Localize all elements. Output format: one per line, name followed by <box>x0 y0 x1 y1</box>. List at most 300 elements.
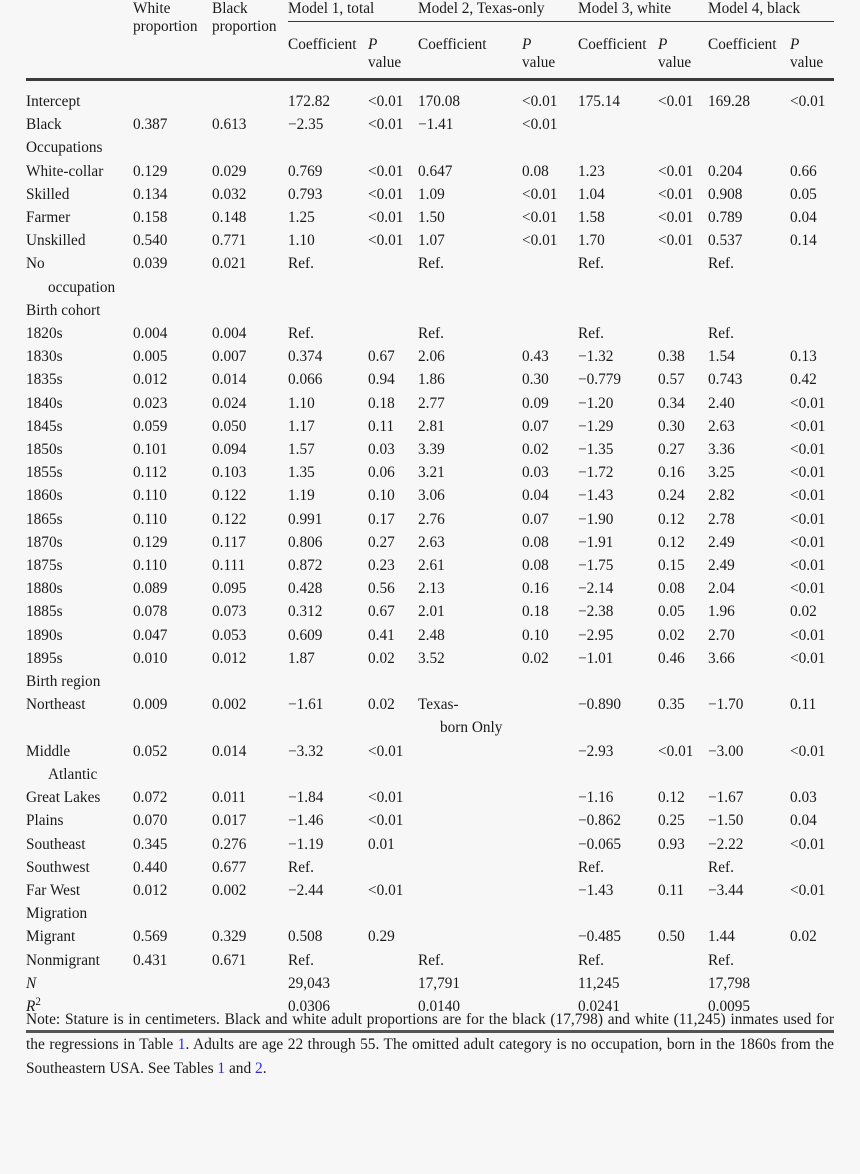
row-label-text: Skilled <box>26 185 70 203</box>
table-row <box>26 856 834 879</box>
row-label <box>26 438 133 461</box>
cell-model2-pvalue <box>522 624 578 647</box>
header-m1-value: value <box>368 54 402 71</box>
cell-model3-coefficient <box>578 925 658 948</box>
cell-value: 3.25 <box>708 464 735 482</box>
cell-value: 2.63 <box>708 417 735 435</box>
cell-white-proportion <box>133 415 212 438</box>
cell-value: −0.890 <box>578 696 622 714</box>
cell-value: 0.789 <box>708 209 743 227</box>
cell-model2-pvalue <box>522 600 578 623</box>
cell-value: 0.053 <box>212 626 247 644</box>
cell-model2-coefficient <box>418 461 522 484</box>
row-label <box>26 206 133 229</box>
cell-value: −1.19 <box>288 835 324 853</box>
cell-value: <0.01 <box>658 742 694 760</box>
cell-model4-coefficient <box>708 461 790 484</box>
cell-model4-coefficient <box>708 252 790 298</box>
cell-value: −1.91 <box>578 533 614 551</box>
cell-value: 0.05 <box>658 603 685 621</box>
header-rule-model-2 <box>418 21 578 22</box>
header-m1-pvalue <box>368 36 418 72</box>
cell-value: <0.01 <box>522 116 558 134</box>
cell-value: 0.769 <box>288 162 323 180</box>
cell-value: <0.01 <box>790 93 826 110</box>
cell-value: 0.743 <box>708 371 743 389</box>
cell-black-proportion <box>212 368 288 391</box>
cell-value: 0.12 <box>658 510 685 528</box>
header-m3-coefficient: Coefficient <box>578 36 647 53</box>
cell-value: 0.112 <box>133 464 167 482</box>
cell-black-proportion <box>212 531 288 554</box>
cell-model2-pvalue <box>522 206 578 229</box>
cell-value: 2.82 <box>708 487 735 505</box>
cell-value: −2.35 <box>288 116 324 134</box>
cell-model2-coefficient <box>418 508 522 531</box>
note-text-part-2: . Adults are age 22 through 55. The omitted adult category is no occupation, born in the 1860s from the Southeastern USA. See Tables <box>26 1035 834 1077</box>
cell-value: 0.771 <box>212 232 247 250</box>
cell-value: <0.01 <box>790 835 826 853</box>
cell-model4-pvalue <box>790 949 834 972</box>
cell-model1-coefficient <box>288 229 368 252</box>
cell-value: Ref. <box>288 255 314 273</box>
header-row-subcolumns <box>26 36 834 72</box>
cell-white-proportion <box>133 600 212 623</box>
cell-model4-pvalue <box>790 879 834 902</box>
cell-model2-coefficient <box>418 229 522 252</box>
cell-value: 1.50 <box>418 209 445 227</box>
cell-model3-pvalue <box>658 531 708 554</box>
table-row <box>26 786 834 809</box>
cell-value: Ref. <box>578 951 604 969</box>
cell-model2-coefficient <box>418 809 522 832</box>
cell-white-proportion <box>133 392 212 415</box>
cell-model1-coefficient <box>288 392 368 415</box>
cell-model2-coefficient <box>418 786 522 809</box>
cell-value: 0.05 <box>790 185 817 203</box>
cell-white-proportion <box>133 160 212 183</box>
cell-white-proportion <box>133 438 212 461</box>
cell-model2-coefficient <box>418 415 522 438</box>
cell-model3-pvalue <box>658 113 708 136</box>
cell-value: <0.01 <box>790 510 826 528</box>
cell-white-proportion <box>133 856 212 879</box>
cell-model2-coefficient <box>418 322 522 345</box>
cell-model4-coefficient <box>708 113 790 136</box>
row-label <box>26 299 133 322</box>
cell-model3-pvalue <box>658 577 708 600</box>
cell-model1-coefficient <box>288 925 368 948</box>
cell-model3-pvalue <box>658 693 708 739</box>
cell-model3-coefficient <box>578 879 658 902</box>
cell-model1-pvalue <box>368 786 418 809</box>
cell-model4-coefficient <box>708 902 790 925</box>
cell-value: 0.122 <box>212 487 247 505</box>
row-label <box>26 531 133 554</box>
cell-model4-coefficient <box>708 136 790 159</box>
cell-model4-coefficient <box>708 438 790 461</box>
cell-value: <0.01 <box>368 116 404 134</box>
cell-value: 0.012 <box>133 371 168 389</box>
table-row <box>26 484 834 507</box>
cell-model3-pvalue <box>658 229 708 252</box>
cell-value: 0.024 <box>212 394 247 412</box>
cell-model1-pvalue <box>368 902 418 925</box>
cell-model4-coefficient <box>708 206 790 229</box>
cell-model1-pvalue <box>368 183 418 206</box>
cell-white-proportion <box>133 368 212 391</box>
cell-model2-coefficient <box>418 252 522 298</box>
cell-model1-coefficient <box>288 345 368 368</box>
cell-value: −2.44 <box>288 881 324 899</box>
cell-model1-coefficient <box>288 183 368 206</box>
cell-value: 1.70 <box>578 232 605 250</box>
cell-value: 0.57 <box>658 371 685 389</box>
cell-model2-coefficient <box>418 740 522 786</box>
table-row <box>26 113 834 136</box>
table-row <box>26 461 834 484</box>
header-row-titles <box>26 0 834 36</box>
cell-model3-coefficient <box>578 392 658 415</box>
row-label-text: R <box>26 997 36 1015</box>
table-row <box>26 925 834 948</box>
cell-black-proportion <box>212 600 288 623</box>
cell-value: 0.43 <box>522 348 549 366</box>
cell-black-proportion <box>212 902 288 925</box>
cell-model1-pvalue <box>368 113 418 136</box>
cell-value: 1.86 <box>418 371 445 389</box>
cell-value: 0.23 <box>368 557 395 575</box>
cell-model3-pvalue <box>658 183 708 206</box>
cell-model4-coefficient <box>708 577 790 600</box>
cell-model1-coefficient <box>288 647 368 670</box>
cell-value: 2.63 <box>418 533 445 551</box>
cell-model2-coefficient <box>418 90 522 113</box>
cell-value: <0.01 <box>790 394 826 412</box>
cell-value: −2.95 <box>578 626 614 644</box>
cell-model3-pvalue <box>658 925 708 948</box>
cell-value: 0.012 <box>212 649 247 667</box>
cell-model2-pvalue <box>522 90 578 113</box>
cell-value: 0.540 <box>133 232 168 250</box>
cell-value: 0.345 <box>133 835 168 853</box>
cell-value: 0.0306 <box>288 997 331 1015</box>
cell-model4-pvalue <box>790 299 834 322</box>
cell-value: 0.110 <box>133 510 167 528</box>
cell-value: 0.08 <box>658 580 685 598</box>
cell-value: 0.276 <box>212 835 247 853</box>
row-label <box>26 833 133 856</box>
header-model-4 <box>708 0 834 36</box>
table-row <box>26 647 834 670</box>
header-sub-blank-1 <box>26 36 133 72</box>
cell-model2-coefficient <box>418 600 522 623</box>
cell-white-proportion <box>133 833 212 856</box>
cell-model4-coefficient <box>708 600 790 623</box>
cell-white-proportion <box>133 972 212 995</box>
row-label <box>26 508 133 531</box>
cell-value: Ref. <box>708 255 734 273</box>
cell-model3-coefficient <box>578 508 658 531</box>
header-m4-value: value <box>790 54 824 71</box>
cell-model4-pvalue <box>790 554 834 577</box>
header-m1-p: P <box>368 36 378 53</box>
cell-model1-coefficient <box>288 902 368 925</box>
cell-black-proportion <box>212 183 288 206</box>
cell-value: 2.78 <box>708 510 735 528</box>
row-label <box>26 902 133 925</box>
cell-model3-coefficient <box>578 299 658 322</box>
cell-model4-pvalue <box>790 206 834 229</box>
cell-model3-pvalue <box>658 484 708 507</box>
cell-value: 0.16 <box>522 580 549 598</box>
row-label <box>26 160 133 183</box>
cell-value: 0.13 <box>790 348 817 366</box>
cell-model2-coefficient <box>418 206 522 229</box>
cell-value: 172.82 <box>288 93 331 110</box>
cell-value: 0.16 <box>658 464 685 482</box>
cell-value: 0.0241 <box>578 997 621 1015</box>
cell-model1-coefficient <box>288 484 368 507</box>
cell-model4-coefficient <box>708 322 790 345</box>
cell-model1-pvalue <box>368 531 418 554</box>
cell-black-proportion <box>212 415 288 438</box>
row-label <box>26 693 133 739</box>
cell-model1-coefficient <box>288 113 368 136</box>
cell-value: 0.014 <box>212 371 247 389</box>
cell-white-proportion <box>133 206 212 229</box>
cell-model3-pvalue <box>658 438 708 461</box>
cell-white-proportion <box>133 670 212 693</box>
cell-model1-pvalue <box>368 252 418 298</box>
cell-value: 0.002 <box>212 696 247 714</box>
cell-model3-coefficient <box>578 833 658 856</box>
cell-value: 0.67 <box>368 603 395 621</box>
cell-model1-coefficient <box>288 322 368 345</box>
table-row <box>26 577 834 600</box>
cell-value: 0.02 <box>790 603 817 621</box>
cell-model1-coefficient <box>288 600 368 623</box>
cell-value: <0.01 <box>368 742 404 760</box>
cell-value: 0.094 <box>212 441 247 459</box>
cell-model3-pvalue <box>658 647 708 670</box>
cell-model1-pvalue <box>368 949 418 972</box>
cell-value: 0.18 <box>522 603 549 621</box>
cell-value: 0.078 <box>133 603 168 621</box>
cell-value: Ref. <box>578 255 604 273</box>
cell-value: <0.01 <box>368 232 404 250</box>
row-label-text: 1875s <box>26 557 63 575</box>
cell-model2-coefficient <box>418 577 522 600</box>
cell-model2-pvalue <box>522 693 578 739</box>
cell-model3-coefficient <box>578 160 658 183</box>
cell-value: 17,791 <box>418 974 461 992</box>
cell-value: <0.01 <box>522 185 558 203</box>
cell-model2-pvalue <box>522 925 578 948</box>
cell-model1-pvalue <box>368 647 418 670</box>
cell-value: 0.010 <box>133 649 168 667</box>
cell-model2-pvalue <box>522 577 578 600</box>
row-label <box>26 484 133 507</box>
cell-model3-pvalue <box>658 856 708 879</box>
cell-model4-pvalue <box>790 252 834 298</box>
cell-model4-pvalue <box>790 229 834 252</box>
cell-value: 2.61 <box>418 557 445 575</box>
cell-value: 0.18 <box>368 394 395 412</box>
row-label <box>26 229 133 252</box>
cell-white-proportion <box>133 508 212 531</box>
cell-model2-coefficient <box>418 299 522 322</box>
cell-model3-coefficient <box>578 229 658 252</box>
cell-value: 0.073 <box>212 603 247 621</box>
cell-value: 1.96 <box>708 603 735 621</box>
cell-value: 0.117 <box>212 533 246 551</box>
cell-model3-coefficient <box>578 949 658 972</box>
cell-model1-pvalue <box>368 809 418 832</box>
cell-value: 2.06 <box>418 348 445 366</box>
row-label <box>26 322 133 345</box>
cell-model3-coefficient <box>578 368 658 391</box>
cell-model4-coefficient <box>708 624 790 647</box>
cell-value: −1.75 <box>578 557 614 575</box>
cell-model2-pvalue <box>522 670 578 693</box>
cell-value: 0.67 <box>368 348 395 366</box>
cell-value: −3.32 <box>288 742 324 760</box>
cell-model3-coefficient <box>578 972 658 995</box>
cell-model1-coefficient <box>288 554 368 577</box>
cell-value: −1.20 <box>578 394 614 412</box>
row-label-text: 1830s <box>26 348 63 366</box>
cell-white-proportion <box>133 531 212 554</box>
row-label-text: Farmer <box>26 209 71 227</box>
cell-white-proportion <box>133 809 212 832</box>
header-rule-model-3 <box>578 21 708 22</box>
cell-model2-coefficient <box>418 647 522 670</box>
cell-white-proportion <box>133 925 212 948</box>
cell-model3-pvalue <box>658 740 708 786</box>
cell-white-proportion <box>133 252 212 298</box>
row-label <box>26 113 133 136</box>
cell-value: −0.485 <box>578 928 622 946</box>
cell-value: 0.11 <box>658 881 685 899</box>
cell-model1-coefficient <box>288 461 368 484</box>
cell-value: 0.991 <box>288 510 323 528</box>
cell-value: 2.01 <box>418 603 445 621</box>
header-m3-p: P <box>658 36 668 53</box>
cell-value: −1.72 <box>578 464 614 482</box>
row-label <box>26 879 133 902</box>
cell-model4-pvalue <box>790 902 834 925</box>
table-note <box>26 1008 834 1082</box>
cell-model1-pvalue <box>368 925 418 948</box>
cell-model1-pvalue <box>368 322 418 345</box>
cell-model1-pvalue <box>368 345 418 368</box>
cell-model4-pvalue <box>790 624 834 647</box>
cell-model4-coefficient <box>708 879 790 902</box>
cell-value: 0.613 <box>212 116 247 134</box>
note-link-table-1a[interactable]: 1 <box>177 1035 186 1053</box>
row-label-text: No <box>26 255 45 273</box>
cell-value: 0.508 <box>288 928 323 946</box>
cell-value: 0.03 <box>790 789 817 807</box>
table-row <box>26 90 834 113</box>
cell-value: 0.677 <box>212 858 247 876</box>
cell-value: 0.440 <box>133 858 168 876</box>
cell-model1-pvalue <box>368 577 418 600</box>
cell-value: 0.03 <box>522 464 549 482</box>
cell-value: Ref. <box>288 858 314 876</box>
cell-model4-pvalue <box>790 833 834 856</box>
cell-model4-coefficient <box>708 833 790 856</box>
cell-value: 0.872 <box>288 557 323 575</box>
cell-value: <0.01 <box>790 417 826 435</box>
cell-value: <0.01 <box>368 789 404 807</box>
cell-value: 0.050 <box>212 417 247 435</box>
cell-value: 3.21 <box>418 464 445 482</box>
cell-value: 0.066 <box>288 371 323 389</box>
cell-value: 0.017 <box>212 812 247 830</box>
cell-black-proportion <box>212 508 288 531</box>
table-row <box>26 600 834 623</box>
cell-model4-coefficient <box>708 554 790 577</box>
cell-value: <0.01 <box>790 626 826 644</box>
cell-value: 0.312 <box>288 603 323 621</box>
note-link-table-1b[interactable]: 1 <box>217 1060 226 1077</box>
cell-value: <0.01 <box>790 580 826 598</box>
cell-model1-coefficient <box>288 786 368 809</box>
cell-white-proportion <box>133 879 212 902</box>
cell-value: <0.01 <box>658 209 694 227</box>
cell-model1-coefficient <box>288 856 368 879</box>
cell-value: −0.862 <box>578 812 622 830</box>
cell-model1-pvalue <box>368 90 418 113</box>
cell-model3-coefficient <box>578 484 658 507</box>
row-label-text: Intercept <box>26 93 81 110</box>
cell-model1-pvalue <box>368 670 418 693</box>
cell-black-proportion <box>212 438 288 461</box>
cell-value: <0.01 <box>790 533 826 551</box>
cell-model4-coefficient <box>708 183 790 206</box>
cell-model1-coefficient <box>288 368 368 391</box>
header-m1-coefficient: Coefficient <box>288 36 357 53</box>
header-rule-model-4 <box>708 21 834 22</box>
cell-white-proportion <box>133 229 212 252</box>
cell-value: 0.070 <box>133 812 168 830</box>
cell-model1-pvalue <box>368 508 418 531</box>
row-label <box>26 647 133 670</box>
row-label <box>26 949 133 972</box>
row-label-text: 1855s <box>26 464 63 482</box>
cell-model2-pvalue <box>522 809 578 832</box>
cell-value: Ref. <box>708 951 734 969</box>
note-link-table-2[interactable]: 2 <box>255 1060 263 1077</box>
cell-value: 0.27 <box>658 441 685 459</box>
cell-value: 170.08 <box>418 93 461 110</box>
row-label-text: Birth cohort <box>26 301 101 319</box>
cell-value: 0.647 <box>418 162 453 180</box>
row-label <box>26 856 133 879</box>
row-label <box>26 554 133 577</box>
cell-model2-pvalue <box>522 415 578 438</box>
cell-value: 0.329 <box>212 928 247 946</box>
cell-value: Ref. <box>578 858 604 876</box>
table-row <box>26 740 834 786</box>
cell-black-proportion <box>212 392 288 415</box>
cell-value: 0.30 <box>658 417 685 435</box>
header-sub-blank-2 <box>133 36 212 72</box>
row-label-text: N <box>26 974 37 992</box>
cell-value: 0.11 <box>790 696 817 714</box>
